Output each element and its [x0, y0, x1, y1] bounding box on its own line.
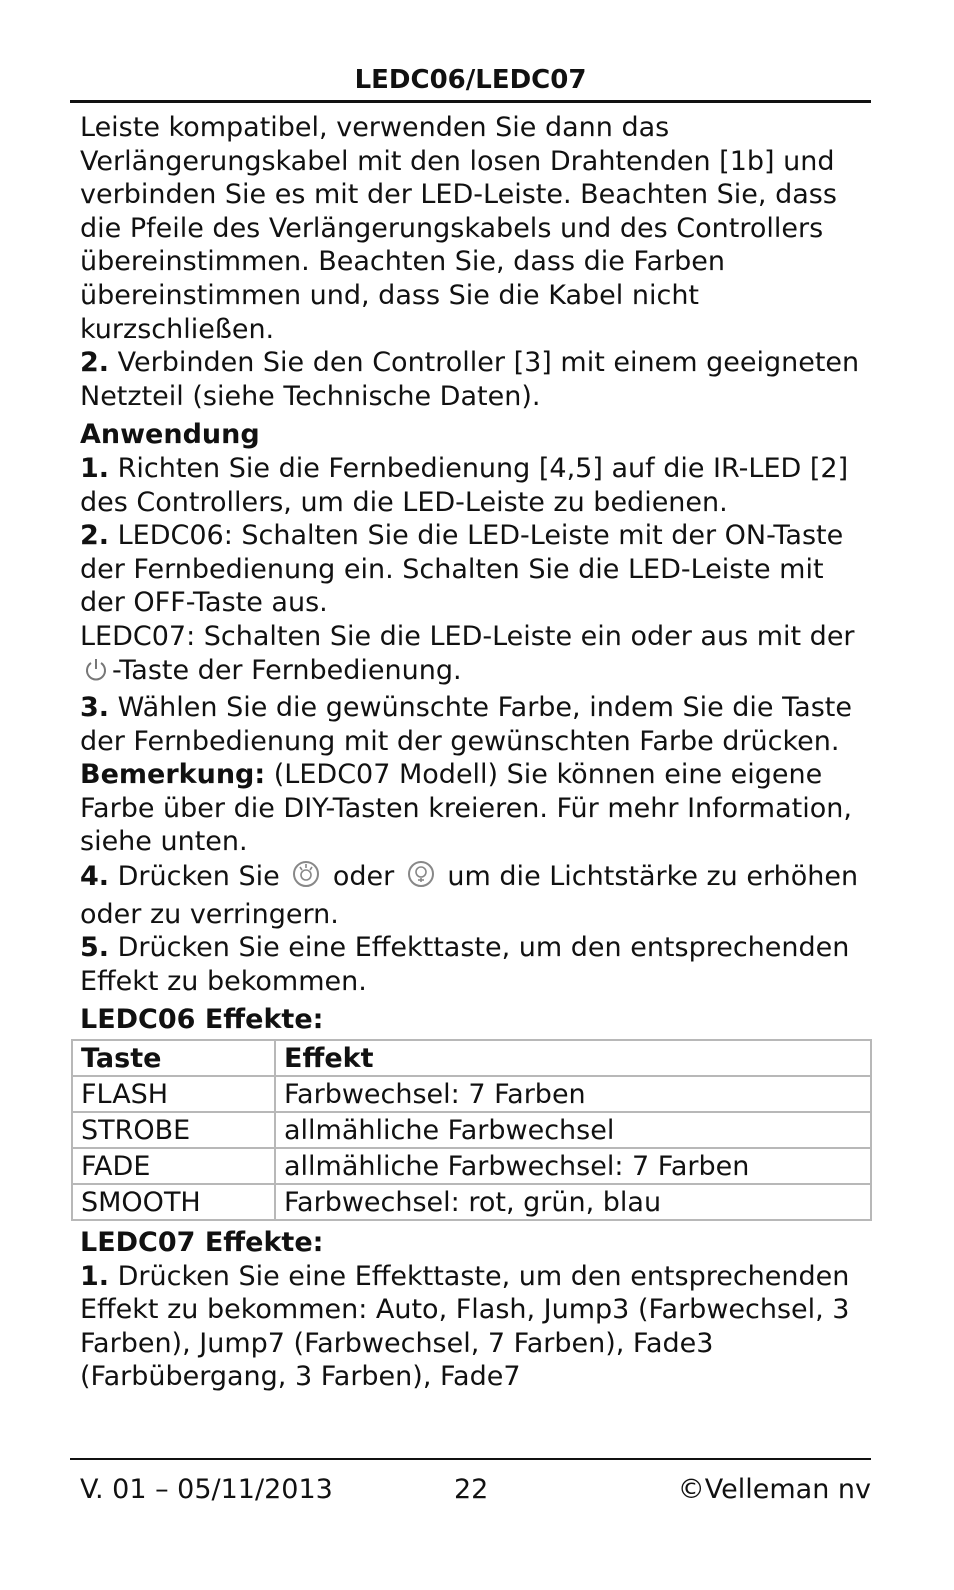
- step-text: -Taste der Fernbedienung.: [112, 654, 462, 686]
- step-text: Drücken Sie: [109, 861, 289, 893]
- step-text: Drücken Sie eine Effekttaste, um den entsprechenden Effekt zu bekommen: Auto, Flash, Jump3 (Farbwechsel, 3 Farben), Jump7 (Farbwechsel, 7 Farben), Fade3 (Farbübergang, 3 Farben), Fade7: [80, 1260, 850, 1393]
- table-header-cell: Effekt: [275, 1040, 871, 1076]
- paragraph-cable: Leiste kompatibel, verwenden Sie dann das Verlängerungskabel mit den losen Drahtenden [1b] und verbinden Sie es mit der LED-Leiste. Beachten Sie, dass die Pfeile des Verlängerungskabels und des Controllers übereinstimmen. Beachten Sie, dass die Farben übereinstimmen und, dass Sie die Kabel nicht kurzschließen.: [80, 112, 837, 345]
- step-number: 5.: [80, 932, 110, 964]
- step-text: Wählen Sie die gewünschte Farbe, indem Sie die Taste der Fernbedienung mit der gewünschten Farbe drücken.: [80, 692, 852, 757]
- page-header-title: LEDC06/LEDC07: [354, 65, 587, 95]
- step-text: um die Lichtstärke zu erhöhen oder zu verringern.: [80, 861, 859, 930]
- step-2-connect: [80, 346, 870, 413]
- table-cell: FADE: [72, 1148, 275, 1184]
- table-cell: STROBE: [72, 1112, 275, 1148]
- table-cell: Farbwechsel: 7 Farben: [275, 1076, 871, 1112]
- step-number: 1.: [80, 452, 110, 484]
- table-cell: SMOOTH: [72, 1184, 275, 1220]
- usage-step-5: [80, 931, 870, 998]
- table-row: [72, 1076, 871, 1112]
- footer-version: V. 01 – 05/11/2013: [80, 1474, 333, 1505]
- body-text: [80, 111, 870, 1394]
- footer-rule: [70, 1458, 871, 1460]
- note-label: Bemerkung:: [80, 759, 266, 791]
- effects-step-1: [80, 1260, 870, 1394]
- power-icon: [83, 657, 109, 692]
- step-number: 4.: [80, 861, 110, 893]
- usage-step-4: [80, 859, 870, 931]
- step-text: LEDC07: Schalten Sie die LED-Leiste ein oder aus mit der: [80, 620, 855, 652]
- step-text: Richten Sie die Fernbedienung [4,5] auf die IR-LED [2] des Controllers, um die LED-Leiste zu bedienen.: [80, 452, 849, 518]
- table-cell: allmähliche Farbwechsel: 7 Farben: [275, 1148, 871, 1184]
- note-text: (LEDC07 Modell) Sie können eine eigene Farbe über die DIY-Tasten kreieren. Für mehr Information, siehe unten.: [80, 759, 852, 858]
- usage-step-3: [80, 691, 870, 758]
- step-text: Drücken Sie eine Effekttaste, um den entsprechenden Effekt zu bekommen.: [80, 932, 850, 997]
- usage-step-1: [80, 452, 870, 519]
- footer-copyright: ©Velleman nv: [677, 1474, 871, 1505]
- table-cell: FLASH: [72, 1076, 275, 1112]
- step-text: Verbinden Sie den Controller [3] mit einem geeigneten Netzteil (siehe Technische Daten).: [80, 347, 860, 412]
- step-text: LEDC06: Schalten Sie die LED-Leiste mit der ON-Taste der Fernbedienung ein. Schalten Sie die LED-Leiste mit der OFF-Taste aus.: [80, 520, 844, 619]
- header-rule: [70, 100, 871, 103]
- table-row: [72, 1184, 871, 1220]
- usage-step-2-ledc07: [80, 620, 870, 691]
- note-paragraph: [80, 758, 870, 859]
- table-row: [72, 1148, 871, 1184]
- footer-page-number: 22: [454, 1474, 489, 1505]
- step-text: oder: [324, 861, 403, 893]
- step-number: 3.: [80, 692, 110, 724]
- table-header-row: [72, 1040, 871, 1076]
- table-cell: allmähliche Farbwechsel: [275, 1112, 871, 1148]
- brightness-up-icon: [291, 859, 321, 898]
- section-heading-anwendung: Anwendung: [80, 419, 260, 451]
- section-heading-ledc06: LEDC06 Effekte:: [80, 1004, 324, 1036]
- table-header-cell: Taste: [72, 1040, 275, 1076]
- effects-table: [71, 1039, 872, 1221]
- brightness-down-icon: [406, 859, 436, 898]
- usage-step-2: [80, 519, 870, 620]
- step-number: 2.: [80, 520, 110, 552]
- table-cell: Farbwechsel: rot, grün, blau: [275, 1184, 871, 1220]
- table-row: [72, 1112, 871, 1148]
- step-number: 2.: [80, 347, 110, 379]
- section-heading-ledc07: LEDC07 Effekte:: [80, 1227, 324, 1259]
- step-number: 1.: [80, 1260, 110, 1292]
